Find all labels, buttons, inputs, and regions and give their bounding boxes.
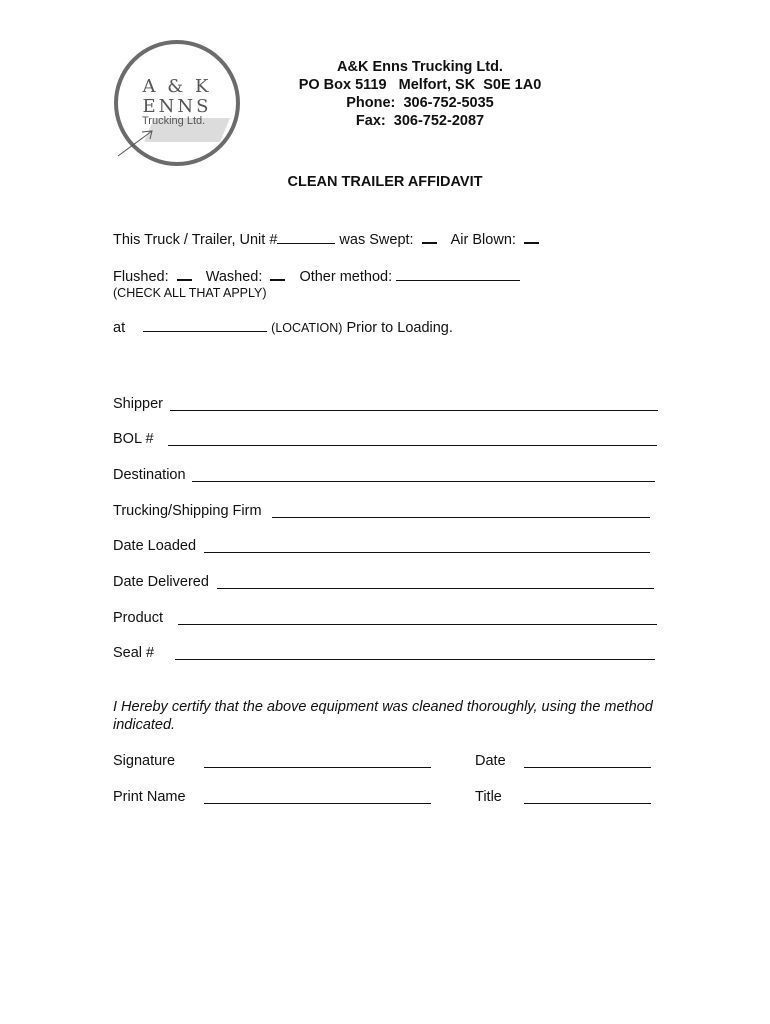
- company-fax: Fax: 306-752-2087: [355, 113, 485, 129]
- company-phone: Phone: 306-752-5035: [346, 95, 494, 111]
- logo-line-1: A & K: [142, 76, 212, 97]
- flushed-label: Flushed:: [113, 269, 169, 285]
- air-blown-checkbox[interactable]: [524, 242, 539, 244]
- bol-label: BOL #: [113, 431, 154, 447]
- other-method-field[interactable]: [396, 268, 520, 281]
- seal-field[interactable]: [175, 659, 655, 660]
- unit-number-field[interactable]: [277, 231, 335, 244]
- title-label: Title: [475, 789, 502, 805]
- location-line: [113, 319, 453, 336]
- flushed-checkbox[interactable]: [177, 279, 192, 281]
- print-name-label: Print Name: [113, 789, 186, 805]
- seal-label: Seal #: [113, 645, 155, 661]
- date-delivered-field[interactable]: [217, 588, 654, 589]
- bol-field[interactable]: [168, 445, 657, 446]
- shipper-label: Shipper: [113, 396, 163, 412]
- at-label: at: [113, 320, 126, 336]
- swept-label: was Swept:: [339, 232, 414, 248]
- document-title: CLEAN TRAILER AFFIDAVIT: [287, 174, 483, 190]
- washed-label: Washed:: [205, 269, 263, 285]
- location-label: (LOCATION): [271, 321, 343, 335]
- check-all-note: (CHECK ALL THAT APPLY): [113, 286, 267, 300]
- destination-label: Destination: [113, 467, 186, 483]
- company-name: A&K Enns Trucking Ltd.: [337, 59, 503, 75]
- date-label: Date: [475, 753, 506, 769]
- certification-statement: I Hereby certify that the above equipment was cleaned thoroughly, using the method indicated.: [113, 699, 653, 733]
- location-field[interactable]: [143, 319, 267, 332]
- company-address: PO Box 5119 Melfort, SK S0E 1A0: [298, 77, 542, 93]
- logo-line-2: ENNS: [142, 96, 212, 117]
- washed-checkbox[interactable]: [270, 279, 285, 281]
- product-field[interactable]: [178, 624, 657, 625]
- destination-field[interactable]: [192, 481, 655, 482]
- logo-line-3: Trucking Ltd.: [142, 115, 206, 127]
- other-method-label: Other method:: [299, 269, 393, 285]
- trucking-firm-label: Trucking/Shipping Firm: [113, 503, 262, 519]
- prior-to-loading-label: Prior to Loading.: [346, 320, 453, 336]
- date-field[interactable]: [524, 767, 651, 768]
- method-line: [113, 268, 520, 285]
- date-delivered-label: Date Delivered: [113, 574, 209, 590]
- trucking-firm-field[interactable]: [272, 517, 650, 518]
- air-blown-label: Air Blown:: [450, 232, 516, 248]
- signature-field[interactable]: [204, 767, 431, 768]
- company-logo: [112, 38, 242, 168]
- unit-line: [113, 231, 543, 248]
- date-loaded-label: Date Loaded: [113, 538, 197, 554]
- company-header: [270, 58, 570, 130]
- shipper-field[interactable]: [170, 410, 658, 411]
- unit-label: This Truck / Trailer, Unit #: [113, 232, 278, 248]
- document-title-wrap: [270, 173, 500, 191]
- product-label: Product: [113, 610, 163, 626]
- signature-label: Signature: [113, 753, 176, 769]
- print-name-field[interactable]: [204, 803, 431, 804]
- date-loaded-field[interactable]: [204, 552, 650, 553]
- title-field[interactable]: [524, 803, 651, 804]
- swept-checkbox[interactable]: [422, 242, 437, 244]
